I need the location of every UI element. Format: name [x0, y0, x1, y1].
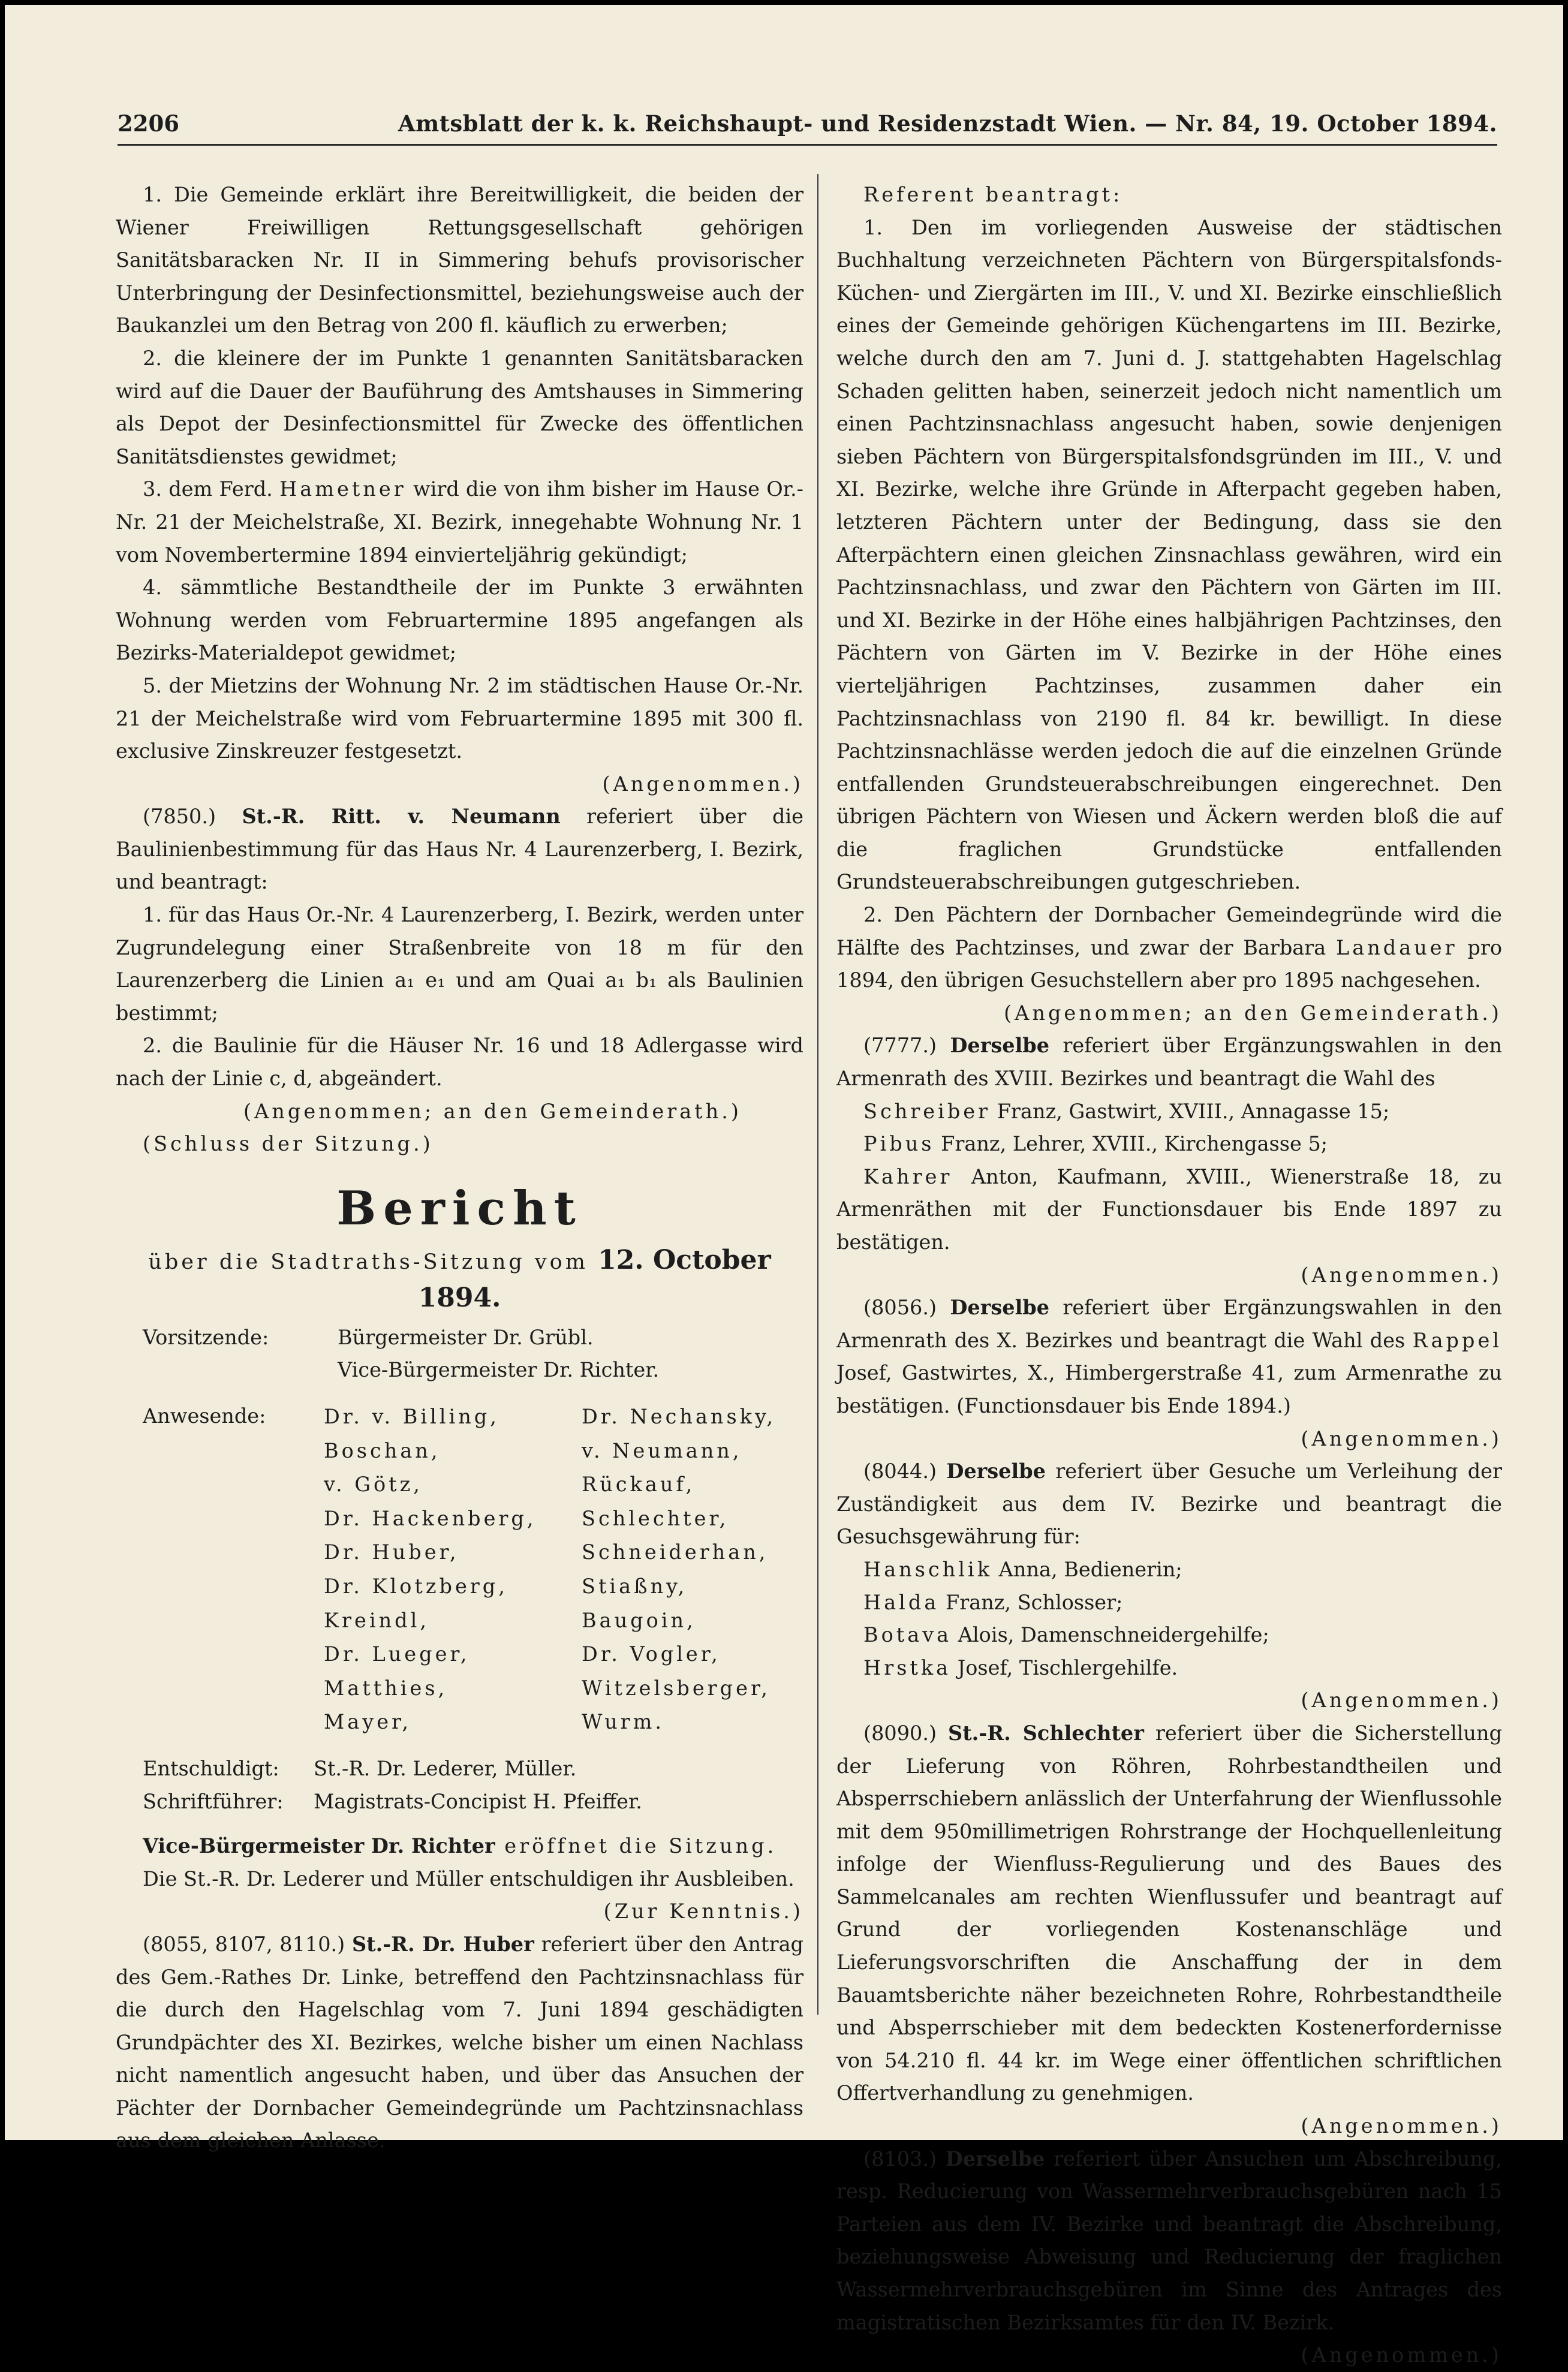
resolution: (Angenommen.) — [1301, 1263, 1502, 1287]
paragraph: 4. sämmtliche Bestandtheile der im Punkte 3 erwähnten Wohnung werden vom Februartermine 1895 angefangen als Bezirks-Materialdepot gewidmet; — [116, 576, 803, 665]
attendee: v. Neumann, — [582, 1438, 742, 1462]
section-heading: Bericht — [336, 1181, 583, 1236]
item-number: (7777.) — [863, 1034, 937, 1058]
attendee: Dr. Lueger, — [324, 1642, 470, 1666]
text: über die Stadtraths-Sitzung vom — [148, 1250, 598, 1274]
paragraph: 2. die kleinere der im Punkte 1 genannten Sanitätsbaracken wird auf die Dauer der Bauführung des Amtshauses in Simmering als Depot der Desinfectionsmittel für Zwecke des öffentlichen Sanitätsdienstes gewidmet; — [116, 346, 803, 468]
attendee: Matthies, — [324, 1676, 448, 1700]
text: Anton, Kaufmann, XVIII., Wienerstraße 18, zu Armenräthen mit der Functionsdauer bis Ende 1897 zu bestätigen. — [836, 1164, 1502, 1254]
speaker: St.-R. Schlechter — [948, 1721, 1144, 1745]
attendee: Dr. Huber, — [324, 1540, 459, 1564]
attendee: Schlechter, — [582, 1506, 729, 1530]
speaker: St.-R. Ritt. v. Neumann — [242, 805, 561, 829]
attendee: Baugoin, — [582, 1608, 696, 1632]
text: 2. Den Pächtern der Dornbacher Gemeindegründe wird die Hälfte des Pachtzinses, und zwar der Barbara — [836, 903, 1502, 959]
speaker: St.-R. Dr. Huber — [351, 1932, 534, 1956]
left-column — [116, 179, 803, 2157]
item-number: (8090.) — [863, 1721, 937, 1745]
person-name: Hanschlik — [863, 1557, 993, 1581]
column-divider — [817, 174, 818, 2015]
text: Josef, Tischlergehilfe. — [951, 1655, 1178, 1679]
text: Josef, Gastwirtes, X., Himbergerstraße 41, zum Armenrathe zu bestätigen. (Functionsdauer bis Ende 1894.) — [836, 1361, 1502, 1417]
text: referiert über Ergänzungswahlen in den Armenrath des X. Bezirkes und beantragt die Wahl des — [836, 1296, 1502, 1352]
chair: Bürgermeister Dr. Grübl. — [338, 1325, 594, 1349]
paragraph: 1. für das Haus Or.-Nr. 4 Laurenzerberg, I. Bezirk, werden unter Zugrundelegung einer Straßenbreite von 18 m für den Laurenzerberg die Linien a₁ e₁ und am Quai a₁ b₁ als Baulinien bestimmt; — [116, 903, 803, 1025]
session-date: 12. October 1894. — [418, 1244, 771, 1313]
paragraph — [836, 1619, 1502, 1652]
resolution: (Angenommen; an den Gemeinderath.) — [1004, 1001, 1502, 1025]
spacer — [116, 1818, 803, 1830]
paragraph — [116, 1830, 803, 1863]
resolution: (Angenommen.) — [602, 772, 803, 796]
item-number: (7850.) — [143, 805, 216, 829]
paragraph: 1. Den im vorliegenden Ausweise der städtischen Buchhaltung verzeichneten Pächtern von Bürgerspitalsfonds-Küchen- und Ziergärten im III., V. und XI. Bezirke einschließlich eines der Gemeinde gehörigen Küchengartens im III. Bezirke, welche durch den am 7. Juni d. J. stattgehabten Hagelschlag Schaden gelitten haben, seinerzeit jedoch nicht namentlich um einen Pachtzinsnachlass angesucht haben, sowie denjenigen sieben Pächtern von Bürgerspitalsfondsgründen im III., V. und XI. Bezirke, welche ihre Gründe in Afterpacht gegeben haben, letzteren Pächtern unter der Bedingung, dass sie den Afterpächtern einen gleichen Zinsnachlass gewähren, wird ein Pachtzinsnachlass, und zwar den Pächtern von Gärten im III. und XI. Bezirke in der Höhe eines halbjährigen Pachtzinses, den Pächtern von Gärten im V. Bezirke in der Höhe eines vierteljährigen Pachtzinses, zusammen daher ein Pachtzinsnachlass von 2190 fl. 84 kr. bewilligt. In diese Pachtzinsnachlässe werden jedoch die auf die einzelnen Gründe entfallenden Grundsteuerabschreibungen eingerechnet. Den übrigen Pächtern von Wiesen und Äckern werden bloß die auf die fraglichen Grundstücke entfallenden Grundsteuerabschreibungen gutgeschrieben. — [836, 215, 1502, 894]
paragraph — [836, 1587, 1502, 1620]
paragraph: 5. der Mietzins der Wohnung Nr. 2 im städtischen Hause Or.-Nr. 21 der Meichelstraße wird vom Februartermine 1895 mit 300 fl. exclusive Zinskreuzer festgesetzt. — [116, 673, 803, 763]
paragraph — [836, 1455, 1502, 1554]
paragraph — [836, 1717, 1502, 2110]
paragraph — [836, 1292, 1502, 1422]
text: referiert über die Baulinienbestimmung für das Haus Nr. 4 Laurenzerberg, I. Bezirk, und beantragt: — [116, 805, 803, 894]
item-number: (8056.) — [863, 1296, 937, 1320]
resolution: (Angenommen; an den Gemeinderath.) — [243, 1099, 742, 1123]
text: 3. dem Ferd. — [143, 477, 280, 501]
attendee: Wurm. — [582, 1710, 665, 1734]
attendee: Dr. Vogler, — [582, 1642, 721, 1666]
item-number: (8103.) — [863, 2147, 937, 2171]
attendee: Mayer, — [324, 1710, 412, 1734]
paragraph — [836, 2143, 1502, 2340]
attendee: Boschan, — [324, 1438, 441, 1462]
newspaper-page — [5, 5, 1563, 2367]
right-column — [836, 179, 1502, 2372]
paragraph — [116, 1928, 803, 2157]
label: Vorsitzende: — [143, 1325, 269, 1349]
item-number: (8044.) — [863, 1459, 937, 1483]
speaker: Derselbe — [950, 1034, 1050, 1058]
attendee: v. Götz, — [324, 1473, 423, 1497]
running-title: Amtsblatt der k. k. Reichshaupt- und Residenzstadt Wien. — Nr. 84, 19. October 1894. — [398, 110, 1497, 137]
attendee-grid — [324, 1400, 803, 1739]
person-name: Botava — [863, 1623, 952, 1647]
person-name: Landauer — [1336, 935, 1458, 959]
person-name: Hrstka — [863, 1655, 952, 1679]
resolution: (Angenommen.) — [1301, 2114, 1502, 2138]
paragraph: 1. Die Gemeinde erklärt ihre Bereitwilligkeit, die beiden der Wiener Freiwilligen Rettungsgesellschaft gehörigen Sanitätsbaracken Nr. II in Simmering behufs provisorischer Unterbringung der Desinfectionsmittel, beziehungsweise auch der Baukanzlei um den Betrag von 200 fl. käuflich zu erwerben; — [116, 183, 803, 338]
attendee: Rückauf, — [582, 1473, 696, 1497]
person-name: Schreiber — [863, 1099, 991, 1123]
paragraph — [116, 800, 803, 899]
text: Franz, Gastwirt, XVIII., Annagasse 15; — [991, 1099, 1390, 1123]
label: Schriftführer: — [143, 1789, 284, 1813]
text: referiert über Ansuchen um Abschreibung, resp. Reducierung von Wassermehrverbrauchsgebüren nach 15 Parteien aus dem IV. Bezirke und beantragt die Abschreibung, beziehungsweise Abweisung und Reducierung der fraglichen Wassermehrverbrauchsgebüren im Sinne des Antrages des magistratischen Bezirksamtes für den IV. Bezirk. — [836, 2147, 1503, 2334]
person-name: Kahrer — [863, 1164, 953, 1188]
speaker: Derselbe — [950, 1296, 1050, 1320]
resolution: (Angenommen.) — [1301, 2343, 1502, 2367]
attendee: Dr. v. Billing, — [324, 1405, 499, 1428]
chairs-block — [116, 1322, 803, 1387]
excused-names: St.-R. Dr. Lederer, Müller. — [314, 1756, 577, 1780]
text: pro 1894, den übrigen Gesuchstellern aber pro 1895 nachgesehen. — [836, 935, 1503, 992]
text: eröffnet die Sitzung. — [495, 1834, 777, 1858]
excused-line — [116, 1753, 803, 1786]
paragraph — [836, 1095, 1502, 1128]
paragraph — [116, 473, 803, 571]
speaker: Vice-Bürgermeister Dr. Richter — [143, 1834, 495, 1858]
text: wird die von ihm bisher im Hause Or.-Nr. 21 der Meichelstraße, XI. Bezirk, innegehabte Wohnung Nr. 1 vom Novembertermine 1894 einvierteljährig gekündigt; — [116, 477, 803, 567]
person-name: Halda — [863, 1590, 940, 1614]
chairs-list — [338, 1322, 659, 1387]
speaker: Derselbe — [945, 2147, 1045, 2171]
resolution: (Angenommen.) — [1301, 1426, 1502, 1450]
text: Franz, Schlosser; — [939, 1590, 1123, 1614]
text: referiert über die Sicherstellung der Lieferung von Röhren, Rohrbestandtheilen und Absperrschiebern anlässlich der Unterfahrung der Wienflussohle mit dem 950millimetrigen Rohrstrange der Hochquellenleitung infolge der Wienfluss-Regulierung und des Baues des Sammelcanales am rechten Wienflussufer und beantragt auf Grund der vorliegenden Kostenanschläge und Lieferungsvorschriften die Anschaffung der in dem Bauamtsberichte näher bezeichneten Rohre, Rohrbestandtheile und Absperrschieber mit dem bedeckten Kostenerfordernisse von 54.210 fl. 44 kr. im Wege einer öffentlichen schriftlichen Offertverhandlung zu genehmigen. — [836, 1721, 1503, 2105]
attendee: Dr. Nechansky, — [582, 1405, 777, 1428]
resolution: (Zur Kenntnis.) — [603, 1900, 803, 1924]
chair: Vice-Bürgermeister Dr. Richter. — [338, 1358, 660, 1382]
speaker: Derselbe — [946, 1459, 1046, 1483]
attendee: Kreindl, — [324, 1608, 429, 1632]
paragraph — [836, 1652, 1502, 1685]
secretary-name: Magistrats-Concipist H. Pfeiffer. — [314, 1789, 642, 1813]
person-name: Pibus — [863, 1132, 935, 1156]
text: Alois, Damenschneidergehilfe; — [952, 1623, 1269, 1647]
text: Franz, Lehrer, XVIII., Kirchengasse 5; — [934, 1132, 1328, 1156]
secretary-line — [116, 1786, 803, 1819]
item-number: (8055, 8107, 8110.) — [143, 1932, 345, 1956]
attendee: Dr. Hackenberg, — [324, 1506, 537, 1530]
paragraph — [836, 1554, 1502, 1587]
referent-label: Referent beantragt: — [863, 183, 1123, 206]
text: referiert über Ergänzungswahlen in den Armenrath des XVIII. Bezirkes und beantragt die Wahl des — [836, 1034, 1502, 1091]
text: referiert über den Antrag des Gem.-Rathes Dr. Linke, betreffend den Pachtzinsnachlass für die durch den Hagelschlag vom 7. Juni 1894 geschädigten Grundpächter des XI. Bezirkes, welche bisher um einen Nachlass nicht namentlich angesucht haben, und über das Ansuchen der Pächter der Dornbacher Gemeindegründe um Pachtzinsnachlass aus dem gleichen Anlasse. — [116, 1932, 804, 2153]
attendee: Schneiderhan, — [582, 1540, 769, 1564]
attendee: Stiaßny, — [582, 1574, 688, 1598]
text: Anna, Bedienerin; — [992, 1557, 1182, 1581]
paragraph — [836, 1128, 1502, 1161]
attendees-block — [116, 1400, 803, 1739]
page-number: 2206 — [118, 110, 179, 137]
person-name: Rappel — [1412, 1328, 1502, 1352]
paragraph — [836, 1030, 1502, 1095]
page-header — [118, 107, 1497, 143]
resolution: (Angenommen.) — [1301, 1688, 1502, 1712]
session-closing: (Schluss der Sitzung.) — [143, 1132, 434, 1156]
paragraph: 2. die Baulinie für die Häuser Nr. 16 und 18 Adlergasse wird nach der Linie c, d, abgeändert. — [116, 1034, 803, 1091]
paragraph — [836, 1161, 1502, 1259]
header-rule — [118, 144, 1497, 146]
paragraph: Die St.-R. Dr. Lederer und Müller entschuldigen ihr Ausbleiben. — [143, 1867, 794, 1891]
person-name: Hametner — [279, 477, 407, 501]
session-line — [116, 1242, 803, 1318]
attendee: Dr. Klotzberg, — [324, 1574, 508, 1598]
attendee: Witzelsberger, — [582, 1676, 771, 1700]
label: Anwesende: — [143, 1404, 266, 1428]
text: referiert über Gesuche um Verleihung der Zuständigkeit aus dem IV. Bezirke und beantragt die Gesuchsgewährung für: — [836, 1459, 1502, 1549]
label: Entschuldigt: — [143, 1756, 279, 1780]
paragraph — [836, 899, 1502, 997]
